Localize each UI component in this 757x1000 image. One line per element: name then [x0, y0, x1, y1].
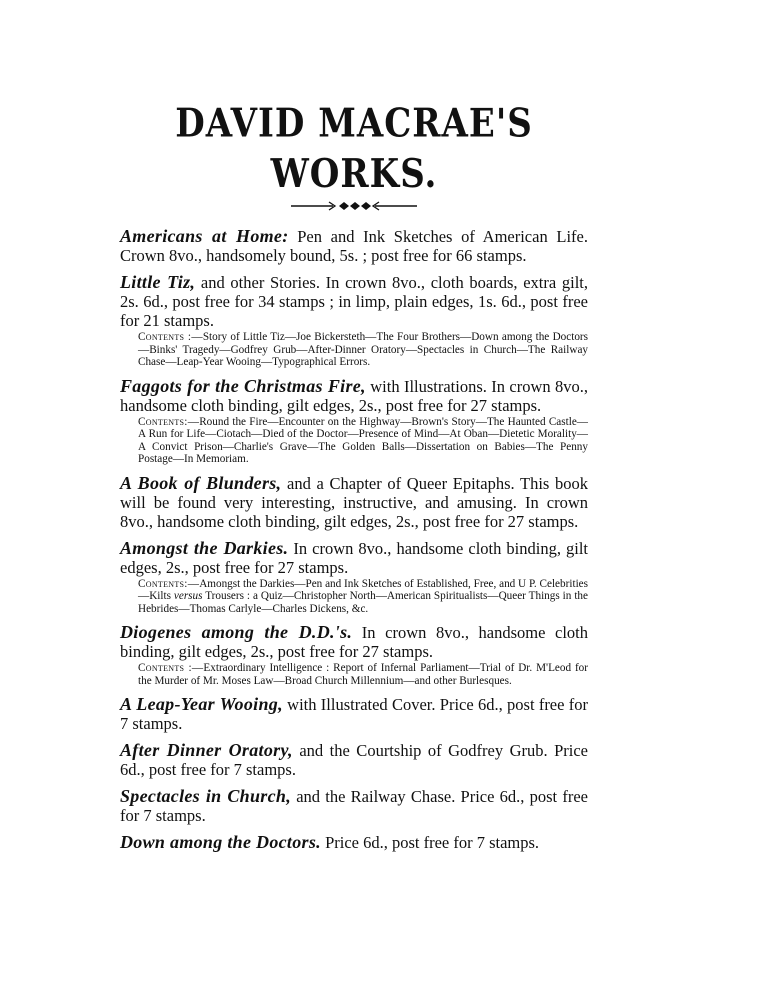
book-description: and a Chapter of Queer Epitaphs. This book will be found very interesting, instructive, and amusing. In crown 8vo., handsome cloth binding, gilt edges, 2s., post free for 27 stamps. [120, 473, 588, 531]
book-description: with Illustrations. In crown 8vo., handsome cloth binding, gilt edges, 2s., post free for 27 stamps. [120, 376, 588, 415]
book-description: Pen and Ink Sketches of American Life. Crown 8vo., handsomely bound, 5s. ; post free for 66 stamps. [120, 227, 588, 265]
book-description: In crown 8vo., handsome cloth binding, gilt edges, 2s., post free for 27 stamps. [120, 538, 588, 577]
book-entry-little-tiz [120, 273, 588, 369]
book-entry-book-of-blunders [120, 474, 588, 531]
book-title: Little Tiz, [120, 272, 196, 292]
book-entry-leap-year-wooing [120, 695, 588, 733]
contents-list [138, 662, 588, 687]
book-description: with Illustrated Cover. Price 6d., post free for 7 stamps. [120, 695, 588, 733]
page-title: DAVID MACRAE'S WORKS. [175, 100, 533, 198]
book-entry-faggots [120, 377, 588, 466]
contents-text: Story of Little Tiz—Joe Bickersteth—The Four Brothers—Down among the Doctors—Binks' Tragedy—Godfrey Grub—After-Dinner Oratory—Spectacles in Church—The Railway Chase—Leap-Year Wooing—Typographical Errors. [138, 331, 588, 368]
book-title: Spectacles in Church, [120, 786, 292, 806]
book-description: and the Courtship of Godfrey Grub. Price 6d., post free for 7 stamps. [120, 741, 588, 779]
contents-text: Round the Fire—Encounter on the Highway—Brown's Story—The Haunted Castle—A Run for Life—Ciotach—Died of the Doctor—Presence of Mind—At Oban—Dietetic Morality—A Convict Prison—Charlie's Grave—The Golden Balls—Dissertation on Babies—The Penny Postage—In Memoriam. [138, 415, 588, 465]
contents-label: Contents:— [138, 577, 200, 590]
book-entry-spectacles-in-church [120, 787, 588, 825]
contents-list [138, 331, 588, 369]
book-title: A Book of Blunders, [120, 472, 282, 493]
book-title: Diogenes among the D.D.'s. [120, 622, 353, 642]
contents-label: Contents:— [138, 415, 200, 428]
contents-list [138, 578, 588, 616]
ornament-rule-icon [289, 199, 419, 213]
contents-list [138, 416, 588, 466]
contents-text: Extraordinary Intelligence : Report of Infernal Parliament—Trial of Dr. M'Leod for the Murder of Mr. Moses Law—Broad Church Millennium—and other Burlesques. [138, 662, 589, 687]
contents-label: Contents :— [138, 331, 203, 343]
book-title: Faggots for the Christmas Fire, [120, 375, 366, 396]
book-entry-down-among-the-doctors [120, 833, 588, 852]
book-title: After Dinner Oratory, [120, 740, 293, 760]
book-entry-amongst-the-darkies [120, 539, 588, 616]
book-description: and other Stories. In crown 8vo., cloth boards, extra gilt, 2s. 6d., post free for 34 stamps ; in limp, plain edges, 1s. 6d., post free for 21 stamps. [120, 273, 589, 330]
contents-text: Amongst the Darkies—Pen and Ink Sketches of Established, Free, and U P. Celebrities—Kilts [138, 577, 588, 602]
contents-label: Contents :— [138, 662, 204, 674]
page [120, 100, 589, 860]
book-title: Amongst the Darkies. [120, 537, 289, 558]
book-entry-diogenes [120, 623, 588, 687]
contents-text: Trousers : a Quiz—Christopher North—American Spiritualists—Queer Things in the Hebrides—Thomas Carlyle—Charles Dickens, &c. [138, 590, 588, 615]
book-description: In crown 8vo., handsome cloth binding, gilt edges, 2s., post free for 27 stamps. [120, 623, 589, 661]
book-title: Down among the Doctors. [120, 832, 321, 852]
book-entry-after-dinner-oratory [120, 741, 588, 779]
book-entry-americans-at-home [120, 227, 588, 265]
book-description: and the Railway Chase. Price 6d., post free for 7 stamps. [120, 787, 588, 825]
contents-emphasis: versus [173, 590, 203, 602]
book-title: Americans at Home: [120, 226, 289, 246]
book-title: A Leap-Year Wooing, [120, 694, 283, 714]
book-description: Price 6d., post free for 7 stamps. [320, 833, 540, 852]
